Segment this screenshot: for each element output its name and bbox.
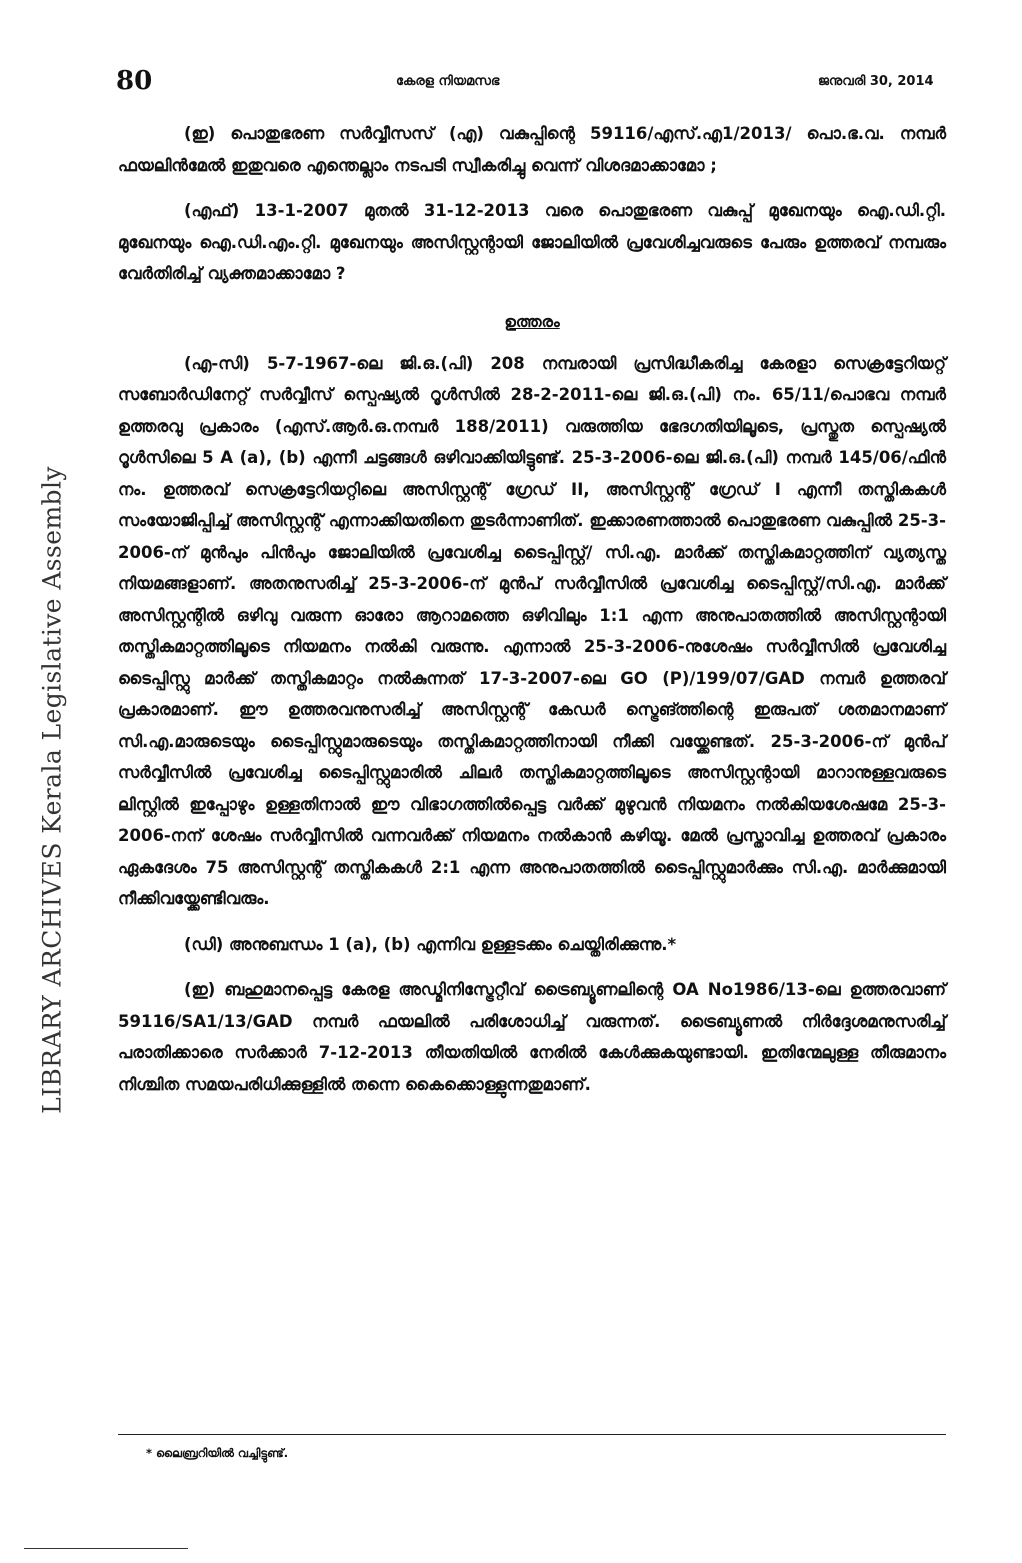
question-e: (ഇ) പൊതുഭരണ സർവ്വീസസ് (എ) വകുപ്പിന്റെ 59116/എസ്.എ1/2013/ പൊ.ഭ.വ. നമ്പർ ഫയലിൻമേൽ ഇതുവരെ എന്തെല്ലാം നടപടി സ്വീകരിച്ചു വെന്ന് വിശദമാക്കാമോ ; [118,124,946,175]
bottom-divider [24,1548,188,1549]
running-header-date: ജനുവരി 30, 2014 [818,74,934,89]
running-header-title: കേരള നിയമസഭ [396,74,500,89]
answer-heading: ഉത്തരം [504,311,560,331]
question-f: (എഫ്) 13-1-2007 മുതൽ 31-12-2013 വരെ പൊതുഭരണ വകുപ്പ് മുഖേനയും ഐ.ഡി.റ്റി. മുഖേനയും ഐ.ഡി.എം.റ്റി. മുഖേനയും അസിസ്റ്റന്റായി ജോലിയിൽ പ്രവേശിച്ചവരുടെ പേരും ഉത്തരവ് നമ്പരും വേർതിരിച്ച് വ്യക്തമാക്കാമോ ? [118,201,946,283]
archive-watermark: LIBRARY ARCHIVES Kerala Legislative Assembly [37,466,67,1114]
answer-a-c: (എ-സി) 5-7-1967-ലെ ജി.ഒ.(പി) 208 നമ്പരായി പ്രസിദ്ധീകരിച്ച കേരളാ സെക്രട്ടേറിയറ്റ് സബോർഡിനേറ്റ് സർവ്വീസ് സ്പെഷ്യൽ റൂൾസിൽ 28-2-2011-ലെ ജി.ഒ.(പി) നം. 65/11/പൊഭവ നമ്പർ ഉത്തരവു പ്രകാരം (എസ്.ആർ.ഒ.നമ്പർ 188/2011) വരുത്തിയ ഭേദഗതിയിലൂടെ, പ്രസ്തുത സ്പെഷ്യൽ റൂൾസിലെ 5 A (a), (b) എന്നീ ചട്ടങ്ങൾ ഒഴിവാക്കിയിട്ടുണ്ട്. 25-3-2006-ലെ ജി.ഒ.(പി) നമ്പർ 145/06/ഫിൻ നം. ഉത്തരവ് സെക്രട്ടേറിയറ്റിലെ അസിസ്റ്റന്റ് ഗ്രേഡ് II, അസിസ്റ്റന്റ് ഗ്രേഡ് I എന്നീ തസ്തികകൾ സംയോജിപ്പിച്ച് അസിസ്റ്റന്റ് എന്നാക്കിയതിനെ തുടർന്നാണിത്. ഇക്കാരണത്താൽ പൊതുഭരണ വകുപ്പിൽ 25-3-2006-ന് മുൻപും പിൻപും ജോലിയിൽ പ്രവേശിച്ച ടൈപ്പിസ്റ്റ്/ സി.എ. മാർക്ക് തസ്തികമാറ്റത്തിന് വ്യത്യസ്ത നിയമങ്ങളാണ്. അതനുസരിച്ച് 25-3-2006-ന് മുൻപ് സർവ്വീസിൽ പ്രവേശിച്ച ടൈപ്പിസ്റ്റ്/സി.എ. മാർക്ക് അസിസ്റ്റന്റിൽ ഒഴിവു വരുന്ന ഓരോ ആറാമത്തെ ഒഴിവിലും 1:1 എന്ന അനുപാതത്തിൽ അസിസ്റ്റന്റായി തസ്തികമാറ്റത്തിലൂടെ നിയമനം നൽകി വരുന്നു. എന്നാൽ 25-3-2006-നുശേഷം സർവ്വീസിൽ പ്രവേശിച്ച ടൈപ്പിസ്റ്റു മാർക്ക് തസ്തികമാറ്റം നൽകുന്നത് 17-3-2007-ലെ GO (P)/199/07/GAD നമ്പർ ഉത്തരവ് പ്രകാരമാണ്. ഈ ഉത്തരവനുസരിച്ച് അസിസ്റ്റന്റ് കേഡർ സ്ട്രെങ്ത്തിന്റെ ഇരുപത് ശതമാനമാണ് സി.എ.മാരുടെയും ടൈപ്പിസ്റ്റുമാരുടെയും തസ്തികമാറ്റത്തിനായി നീക്കി വയ്ക്കേണ്ടത്. 25-3-2006-ന് മുൻപ് സർവ്വീസിൽ പ്രവേശിച്ച ടൈപ്പിസ്റ്റുമാരിൽ ചിലർ തസ്തികമാറ്റത്തിലൂടെ അസിസ്റ്റന്റായി മാറാനുള്ളവരുടെ ലിസ്റ്റിൽ ഇപ്പോഴും ഉള്ളതിനാൽ ഈ വിഭാഗത്തിൽപ്പെട്ട വർക്ക് മുഴുവൻ നിയമനം നൽകിയശേഷമേ 25-3-2006-നന് ശേഷം സർവ്വീസിൽ വന്നവർക്ക് നിയമനം നൽകാൻ കഴിയൂ. മേൽ പ്രസ്താവിച്ച ഉത്തരവ് പ്രകാരം ഏകദേശം 75 അസിസ്റ്റന്റ് തസ്തികകൾ 2:1 എന്ന അനുപാതത്തിൽ ടൈപ്പിസ്റ്റുമാർക്കും സി.എ. മാർക്കുമായി നീക്കിവയ്ക്കേണ്ടിവരും. [118,353,946,908]
footnote: * ലൈബ്രറിയിൽ വച്ചിട്ടുണ്ട്. [146,1446,289,1460]
document-body [118,118,946,1122]
answer-e: (ഇ) ബഹുമാനപ്പെട്ട കേരള അഡ്മിനിസ്ട്രേറ്റീവ് ട്രൈബ്യൂണലിന്റെ OA No1986/13-ലെ ഉത്തരവാണ് 59116/SA1/13/GAD നമ്പർ ഫയലിൽ പരിശോധിച്ച് വരുന്നത്. ട്രൈബ്യൂണൽ നിർദ്ദേശമനുസരിച്ച് പരാതിക്കാരെ സർക്കാർ 7-12-2013 തീയതിയിൽ നേരിൽ കേൾക്കുകയുണ്ടായി. ഇതിന്മേലുള്ള തീരുമാനം നിശ്ചിത സമയപരിധിക്കുള്ളിൽ തന്നെ കൈക്കൊള്ളുന്നതുമാണ്. [118,980,946,1094]
page-number: 80 [116,66,153,96]
footnote-divider [118,1434,946,1435]
answer-d: (ഡി) അനുബന്ധം 1 (a), (b) എന്നിവ ഉള്ളടക്കം ചെയ്തിരിക്കുന്നു.* [184,934,677,954]
